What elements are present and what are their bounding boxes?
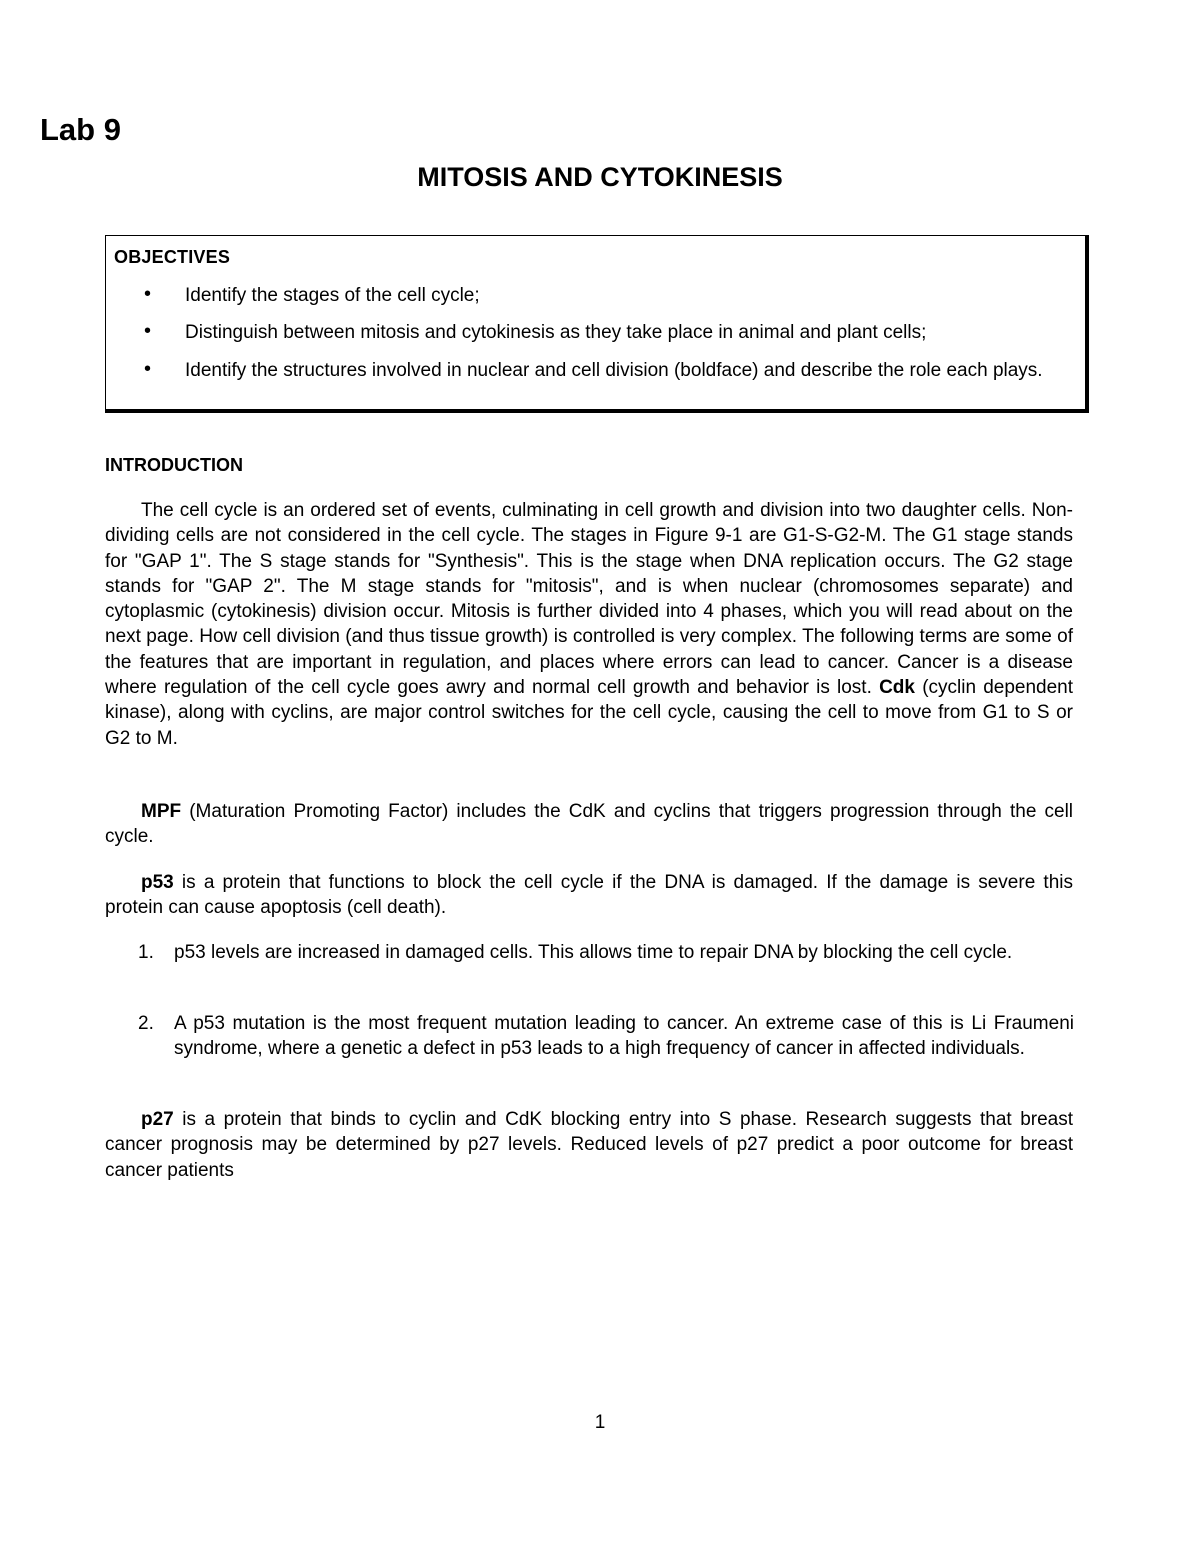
objective-text: Distinguish between mitosis and cytokinesis as they take place in animal and plant cells;	[185, 322, 927, 343]
p27-term: p27	[141, 1109, 174, 1130]
bullet-icon: •	[144, 283, 152, 305]
p53-term: p53	[141, 872, 174, 893]
objective-item	[144, 358, 1044, 384]
list-number: 1.	[138, 942, 154, 963]
numbered-item	[138, 940, 1074, 965]
introduction-heading: INTRODUCTION	[105, 455, 243, 475]
mpf-term: MPF	[141, 801, 182, 822]
p53-text: is a protein that functions to block the cell cycle if the DNA is damaged. If the damage is severe this protein can cause apoptosis (cell death).	[105, 872, 1073, 919]
intro-paragraph-text-2: (cyclin dependent kinase), along with cyclins, are major control switches for the cell cycle, causing the cell to move from G1 to S or G2 to M.	[105, 677, 1074, 749]
objectives-box	[105, 235, 1089, 413]
numbered-item-text: A p53 mutation is the most frequent mutation leading to cancer. An extreme case of this is Li Fraumeni syndrome, where a genetic a defect in p53 leads to a high frequency of cancer in affected individuals.	[174, 1013, 1074, 1060]
intro-paragraph	[105, 498, 1073, 751]
numbered-item	[138, 1011, 1074, 1062]
intro-paragraph-text: The cell cycle is an ordered set of events, culminating in cell growth and division into two daughter cells. Non-dividing cells are not considered in the cell cycle. The stages in Figure 9-1 are G1-S-G2-M. The G1 stage stands for "GAP 1". The S stage stands for "Synthesis". This is the stage when DNA replication occurs. The G2 stage stands for "GAP 2". The M stage stands for "mitosis", and is when nuclear (chromosomes separate) and cytoplasmic (cytokinesis) division occur. Mitosis is further divided into 4 phases, which you will read about on the next page. How cell division (and thus tissue growth) is controlled is very complex. The following terms are some of the features that are important in regulation, and places where errors can lead to cancer. Cancer is a disease where regulation of the cell cycle goes awry and normal cell growth and behavior is lost.	[105, 500, 1073, 699]
page-number: 1	[594, 1412, 606, 1433]
bullet-icon: •	[144, 320, 152, 342]
page-title: MITOSIS AND CYTOKINESIS	[417, 162, 783, 192]
p27-paragraph	[105, 1107, 1073, 1183]
objective-text: Identify the stages of the cell cycle;	[185, 285, 480, 306]
lab-number-heading: Lab 9	[40, 112, 121, 147]
list-number: 2.	[138, 1013, 154, 1034]
objective-text: Identify the structures involved in nuclear and cell division (boldface) and describe the role each plays.	[185, 360, 1043, 381]
p53-paragraph	[105, 870, 1073, 921]
objective-item	[144, 283, 1044, 309]
objectives-heading: OBJECTIVES	[114, 247, 231, 267]
bullet-icon: •	[144, 358, 152, 380]
mpf-paragraph	[105, 799, 1073, 850]
cdk-term: Cdk	[879, 677, 915, 699]
mpf-text: (Maturation Promoting Factor) includes the CdK and cyclins that triggers progression through the cell cycle.	[105, 801, 1074, 848]
p27-text: is a protein that binds to cyclin and CdK blocking entry into S phase. Research suggests that breast cancer prognosis may be determined by p27 levels. Reduced levels of p27 predict a poor outcome for breast cancer patients	[105, 1109, 1074, 1181]
objective-item	[144, 320, 1044, 346]
numbered-item-text: p53 levels are increased in damaged cells. This allows time to repair DNA by blocking the cell cycle.	[174, 942, 1013, 963]
